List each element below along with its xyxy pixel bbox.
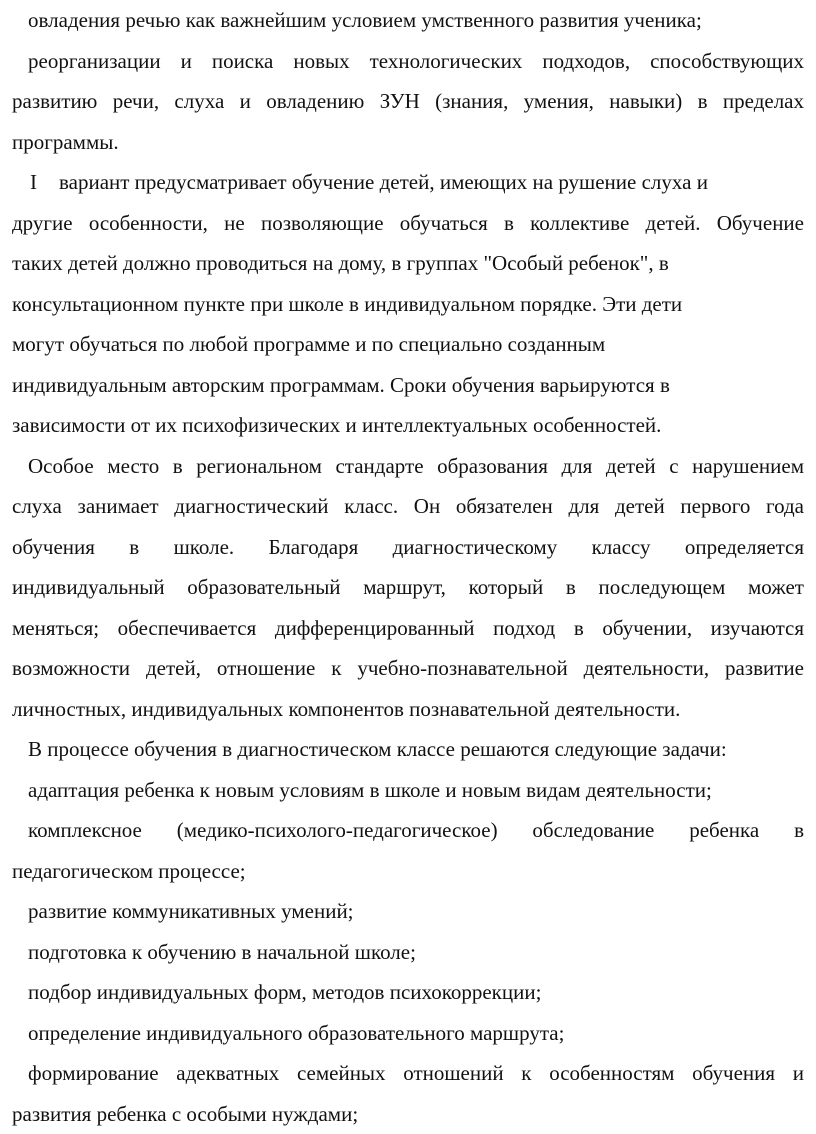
text-line: возможности детей, отношение к учебно-познавательной деятельности, развитие [12, 648, 804, 689]
text-line: адаптация ребенка к новым условиям в школе и новым видам деятельности; [12, 770, 804, 811]
text-line: В процессе обучения в диагностическом классе решаются следующие задачи: [12, 729, 804, 770]
text-line: овладения речью как важнейшим условием умственного развития ученика; [12, 0, 804, 41]
text-line: индивидуальный образовательный маршрут, который в последующем может [12, 567, 804, 608]
text-line: личностных, индивидуальных компонентов познавательной деятельности. [12, 689, 804, 730]
text-line: комплексное (медико-психолого-педагогическое) обследование ребенка в [12, 810, 804, 851]
text-line: индивидуальным авторским программам. Сроки обучения варьируются в [12, 365, 804, 406]
text-line: консультационном пункте при школе в индивидуальном порядке. Эти дети [12, 284, 804, 325]
text-line: зависимости от их психофизических и интеллектуальных особенностей. [12, 405, 804, 446]
text-line: меняться; обеспечивается дифференцированный подход в обучении, изучаются [12, 608, 804, 649]
text-line: развитие коммуникативных умений; [12, 891, 804, 932]
text-fragment: вариант предусматривает обучение детей, имеющих на рушение слуха и [59, 170, 708, 194]
document-page [12, 0, 804, 1134]
text-line: определение индивидуального образовательного маршрута; [12, 1013, 804, 1054]
text-line: Особое место в региональном стандарте образования для детей с нарушением [12, 446, 804, 487]
text-line: таких детей должно проводиться на дому, в группах "Особый ребенок", в [12, 243, 804, 284]
text-line [12, 162, 804, 203]
text-line: слуха занимает диагностический класс. Он обязателен для детей первого года [12, 486, 804, 527]
text-line: могут обучаться по любой программе и по специально созданным [12, 324, 804, 365]
text-line: программы. [12, 122, 804, 163]
text-line: формирование адекватных семейных отношений к особенностям обучения и [12, 1053, 804, 1094]
text-line: развития ребенка с особыми нуждами; [12, 1094, 804, 1134]
text-line: другие особенности, не позволяющие обучаться в коллективе детей. Обучение [12, 203, 804, 244]
text-line: педагогическом процессе; [12, 851, 804, 892]
text-line: развитию речи, слуха и овладению ЗУН (знания, умения, навыки) в пределах [12, 81, 804, 122]
roman-numeral: I [30, 170, 37, 194]
text-line: реорганизации и поиска новых технологических подходов, способствующих [12, 41, 804, 82]
text-line: подбор индивидуальных форм, методов психокоррекции; [12, 972, 804, 1013]
text-line: обучения в школе. Благодаря диагностическому классу определяется [12, 527, 804, 568]
text-line: подготовка к обучению в начальной школе; [12, 932, 804, 973]
